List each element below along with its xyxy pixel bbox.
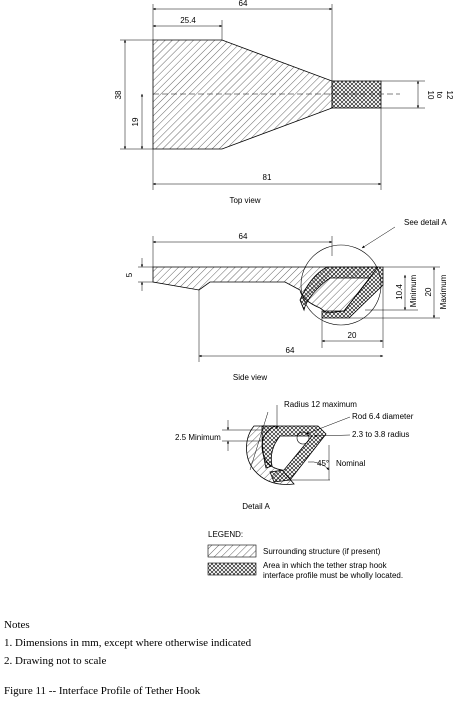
top-view-structure xyxy=(153,40,332,149)
dim-side-bottom-length: 64 xyxy=(285,346,295,355)
note-item-2: 2. Drawing not to scale xyxy=(4,655,107,667)
angle-label: Nominal xyxy=(336,459,366,468)
legend-swatch-hatch xyxy=(208,545,256,557)
legend-item-hook-line1: Area in which the tether strap hook xyxy=(263,561,387,570)
note-item-1: 1. Dimensions in mm, except where otherwise indicated xyxy=(4,637,252,649)
figure-caption: Figure 11 -- Interface Profile of Tether Hook xyxy=(4,685,201,697)
legend-swatch-crosshatch xyxy=(208,563,256,575)
dim-step-length: 25.4 xyxy=(180,16,196,25)
dim-tip-min: 10 xyxy=(426,90,435,100)
legend-title: LEGEND: xyxy=(208,530,244,539)
detail-a-hook xyxy=(262,426,326,482)
dim-minimum-value: 10.4 xyxy=(395,284,404,300)
top-view xyxy=(120,4,425,190)
min-gap-note: 2.5 Minimum xyxy=(175,433,221,442)
notes-heading: Notes xyxy=(4,619,30,631)
legend-item-hook-line2: interface profile must be wholly located. xyxy=(263,571,404,580)
detail-a-caption: Detail A xyxy=(242,502,270,511)
detail-a xyxy=(222,405,350,484)
dim-tip-to: to xyxy=(435,91,444,99)
radius-note: Radius 12 maximum xyxy=(284,400,357,409)
dim-side-thickness: 5 xyxy=(125,272,134,278)
dim-half-height: 19 xyxy=(131,117,140,127)
rod-note: Rod 6.4 diameter xyxy=(352,412,414,421)
legend-item-structure: Surrounding structure (if present) xyxy=(263,547,381,556)
top-view-caption: Top view xyxy=(229,196,261,205)
top-view-hook-zone xyxy=(332,81,381,108)
see-detail-a-label: See detail A xyxy=(404,218,447,227)
dim-maximum-label: Maximum xyxy=(439,274,448,310)
dim-total-length: 81 xyxy=(262,173,272,182)
bend-radius-note: 2.3 to 3.8 radius xyxy=(352,430,410,439)
dim-tip-max: 12 xyxy=(445,90,454,100)
side-view-caption: Side view xyxy=(232,373,268,382)
dim-side-top-length: 64 xyxy=(238,232,248,241)
dim-minimum-label: Minimum xyxy=(409,274,418,308)
dim-maximum-value: 20 xyxy=(424,287,433,297)
angle-value: 45° xyxy=(317,459,330,468)
dim-height: 38 xyxy=(114,90,123,100)
dim-hook-length: 20 xyxy=(347,331,357,340)
dim-overall-length: 64 xyxy=(238,0,248,8)
legend xyxy=(208,530,403,580)
